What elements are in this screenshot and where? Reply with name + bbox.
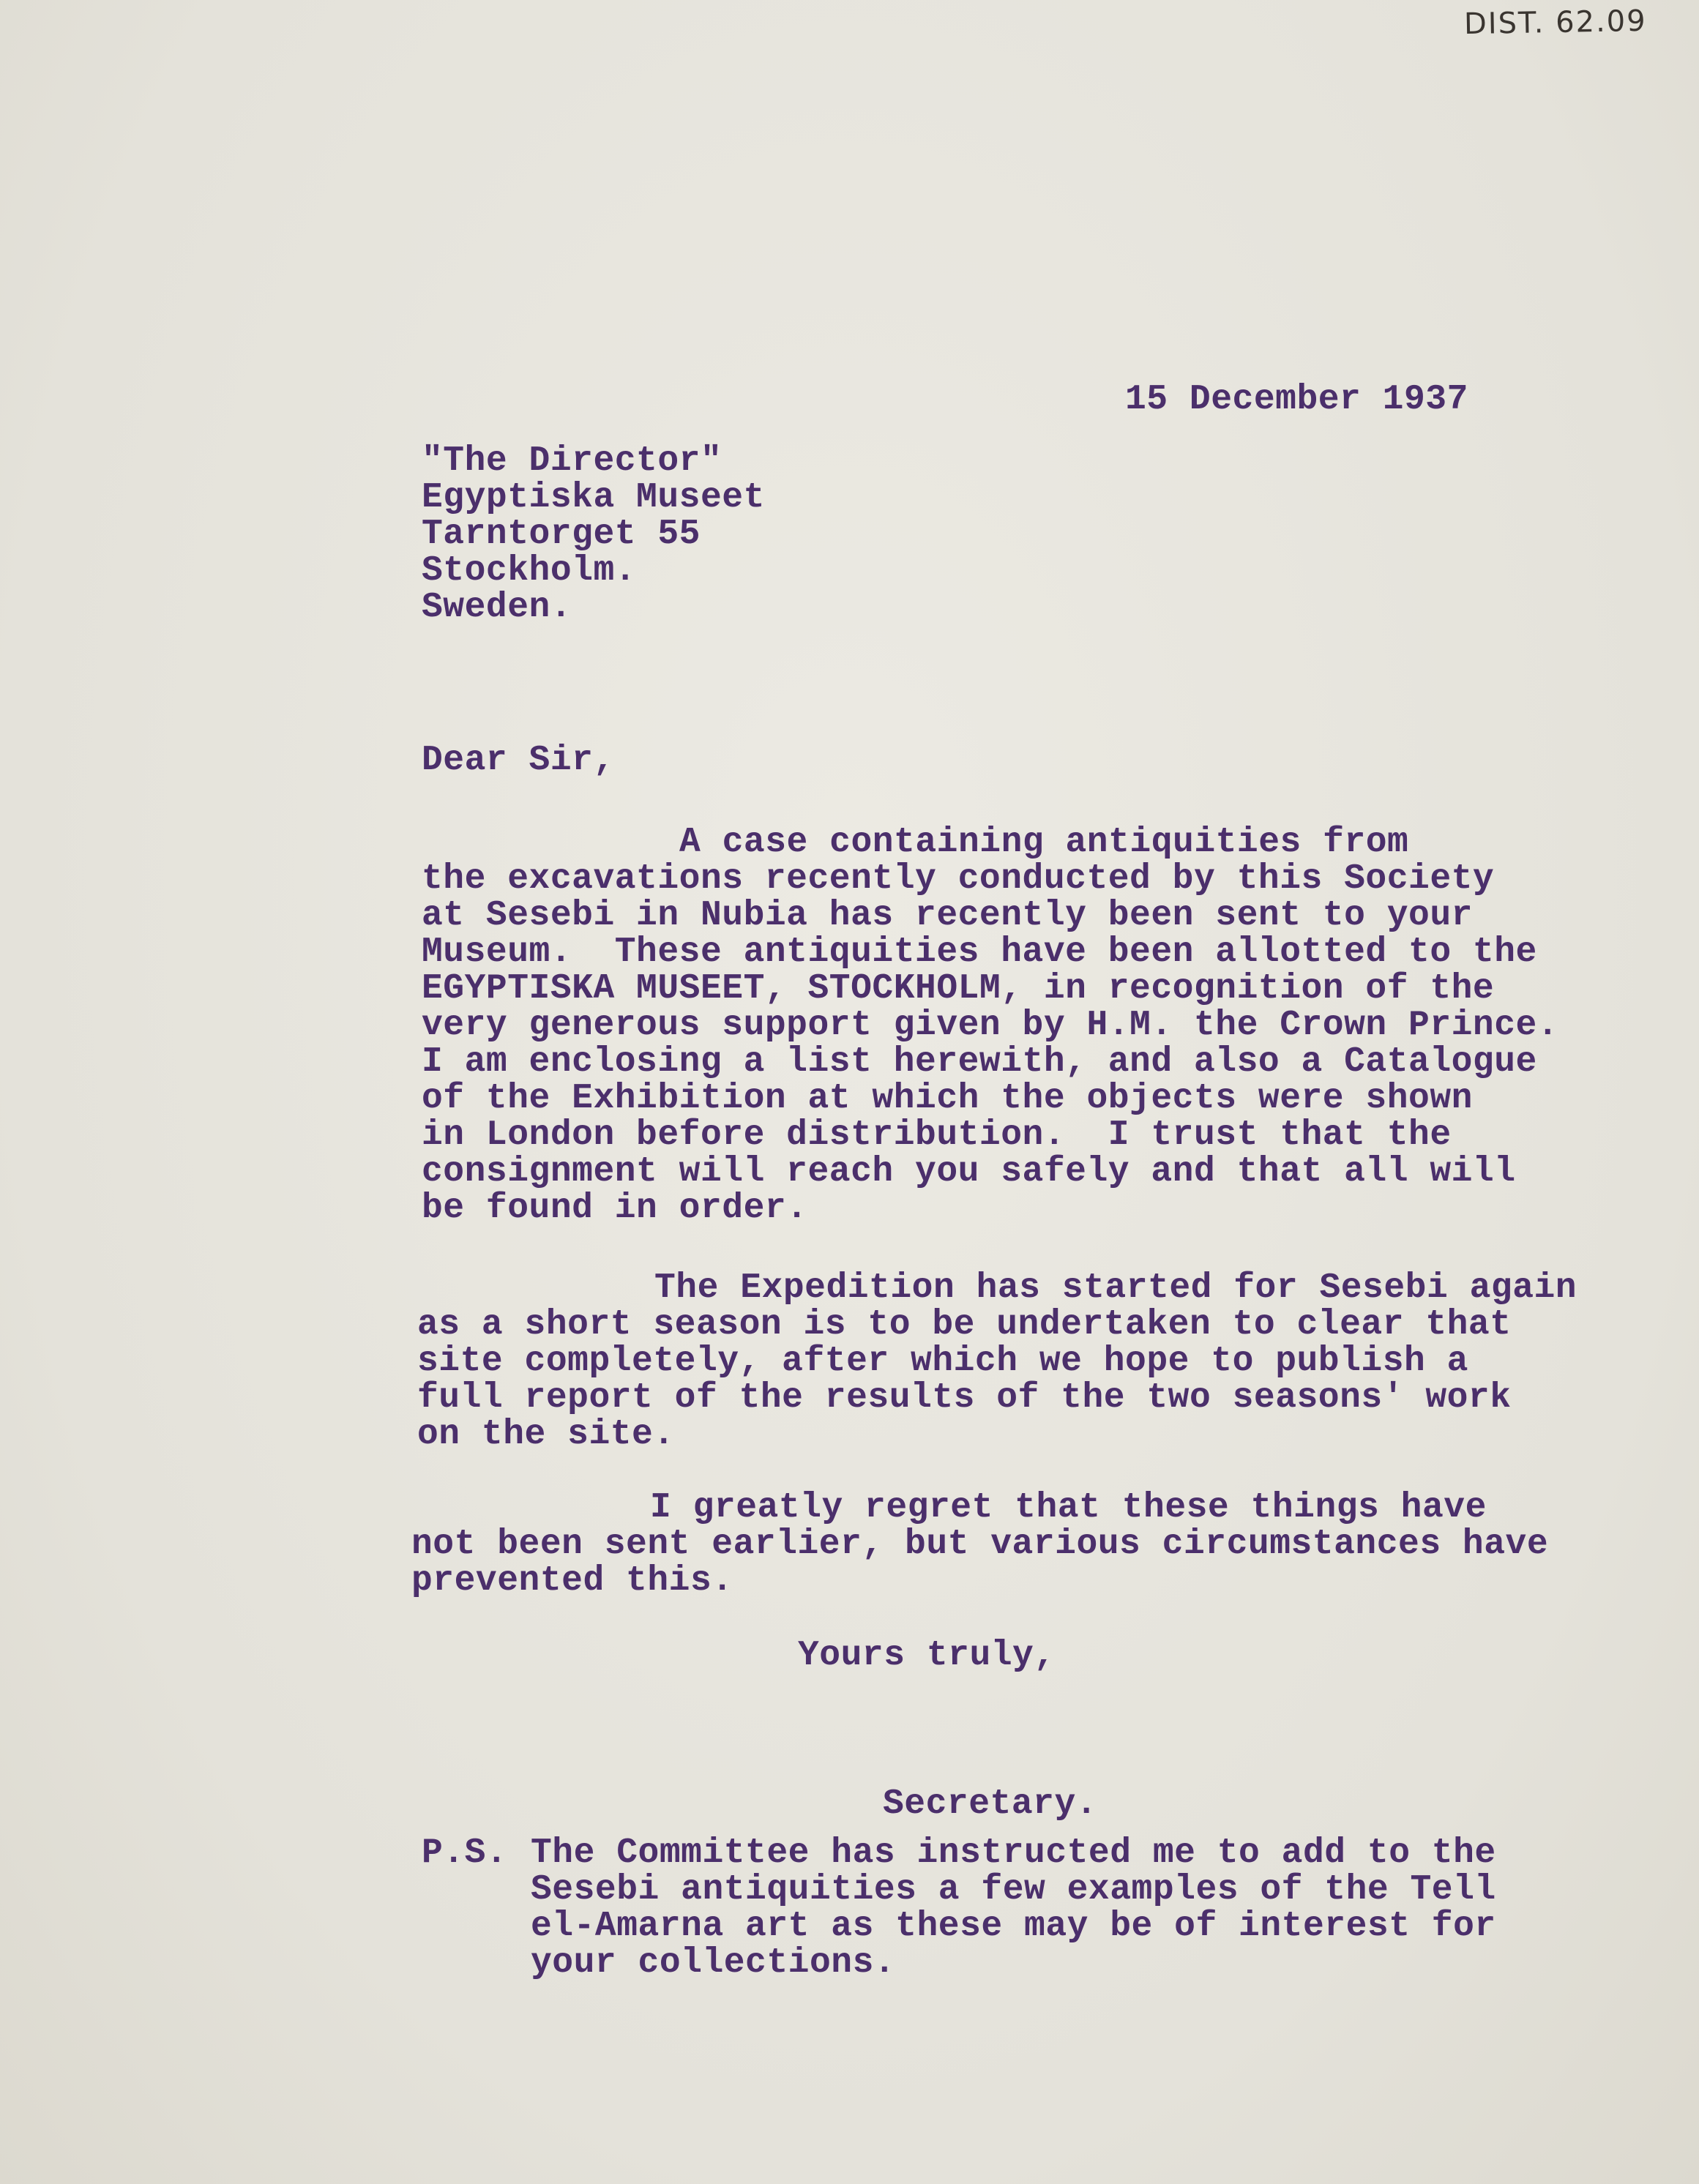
postscript-label: P.S. <box>422 1833 508 1873</box>
text-line: prevented this. <box>411 1561 733 1601</box>
text-line: site completely, after which we hope to publish a <box>417 1342 1468 1381</box>
letter-date: 15 December 1937 <box>1125 380 1468 419</box>
text-line: full report of the results of the two seasons' work <box>417 1378 1512 1418</box>
text-line: A case containing antiquities from <box>679 823 1409 862</box>
paragraph-3 <box>411 1489 1548 1599</box>
text-line: Museum. These antiquities have been allotted to the <box>422 932 1537 972</box>
text-line: I am enclosing a list herewith, and also a Catalogue <box>422 1042 1537 1082</box>
signature-title: Secretary. <box>883 1784 1098 1824</box>
address-line: Egyptiska Museet <box>422 478 765 517</box>
text-line: I greatly regret that these things have <box>650 1488 1487 1527</box>
text-line: not been sent earlier, but various circumstances have <box>411 1525 1549 1564</box>
text-line: in London before distribution. I trust that the <box>422 1115 1452 1155</box>
address-line: Sweden. <box>422 588 572 627</box>
postscript-line: Sesebi antiquities a few examples of the Tell <box>531 1870 1496 1910</box>
text-line: the excavations recently conducted by this Society <box>422 859 1495 899</box>
text-line: consignment will reach you safely and that all will <box>422 1152 1516 1192</box>
postscript-text <box>531 1835 1496 1981</box>
postscript-line: your collections. <box>531 1943 896 1983</box>
address-line: "The Director" <box>422 441 722 481</box>
text-line: very generous support given by H.M. the Crown Prince. <box>422 1006 1559 1045</box>
text-line: on the site. <box>417 1415 675 1454</box>
salutation: Dear Sir, <box>422 741 615 780</box>
postscript-line: The Committee has instructed me to add to the <box>531 1833 1496 1873</box>
address-line: Tarntorget 55 <box>422 515 701 554</box>
paragraph-1 <box>422 824 1558 1227</box>
paragraph-2 <box>417 1270 1577 1453</box>
closing: Yours truly, <box>798 1636 1056 1675</box>
text-line: as a short season is to be undertaken to clear that <box>417 1305 1512 1345</box>
recipient-address <box>422 443 765 626</box>
postscript-line: el-Amarna art as these may be of interest for <box>531 1907 1496 1946</box>
text-line: The Expedition has started for Sesebi again <box>654 1268 1577 1308</box>
text-line: at Sesebi in Nubia has recently been sent to your <box>422 896 1473 935</box>
text-line: EGYPTISKA MUSEET, STOCKHOLM, in recognition of the <box>422 969 1495 1009</box>
text-line: of the Exhibition at which the objects were shown <box>422 1079 1473 1118</box>
text-line: be found in order. <box>422 1189 808 1228</box>
archive-mark: DIST. 62.09 <box>1463 4 1648 42</box>
address-line: Stockholm. <box>422 551 637 591</box>
